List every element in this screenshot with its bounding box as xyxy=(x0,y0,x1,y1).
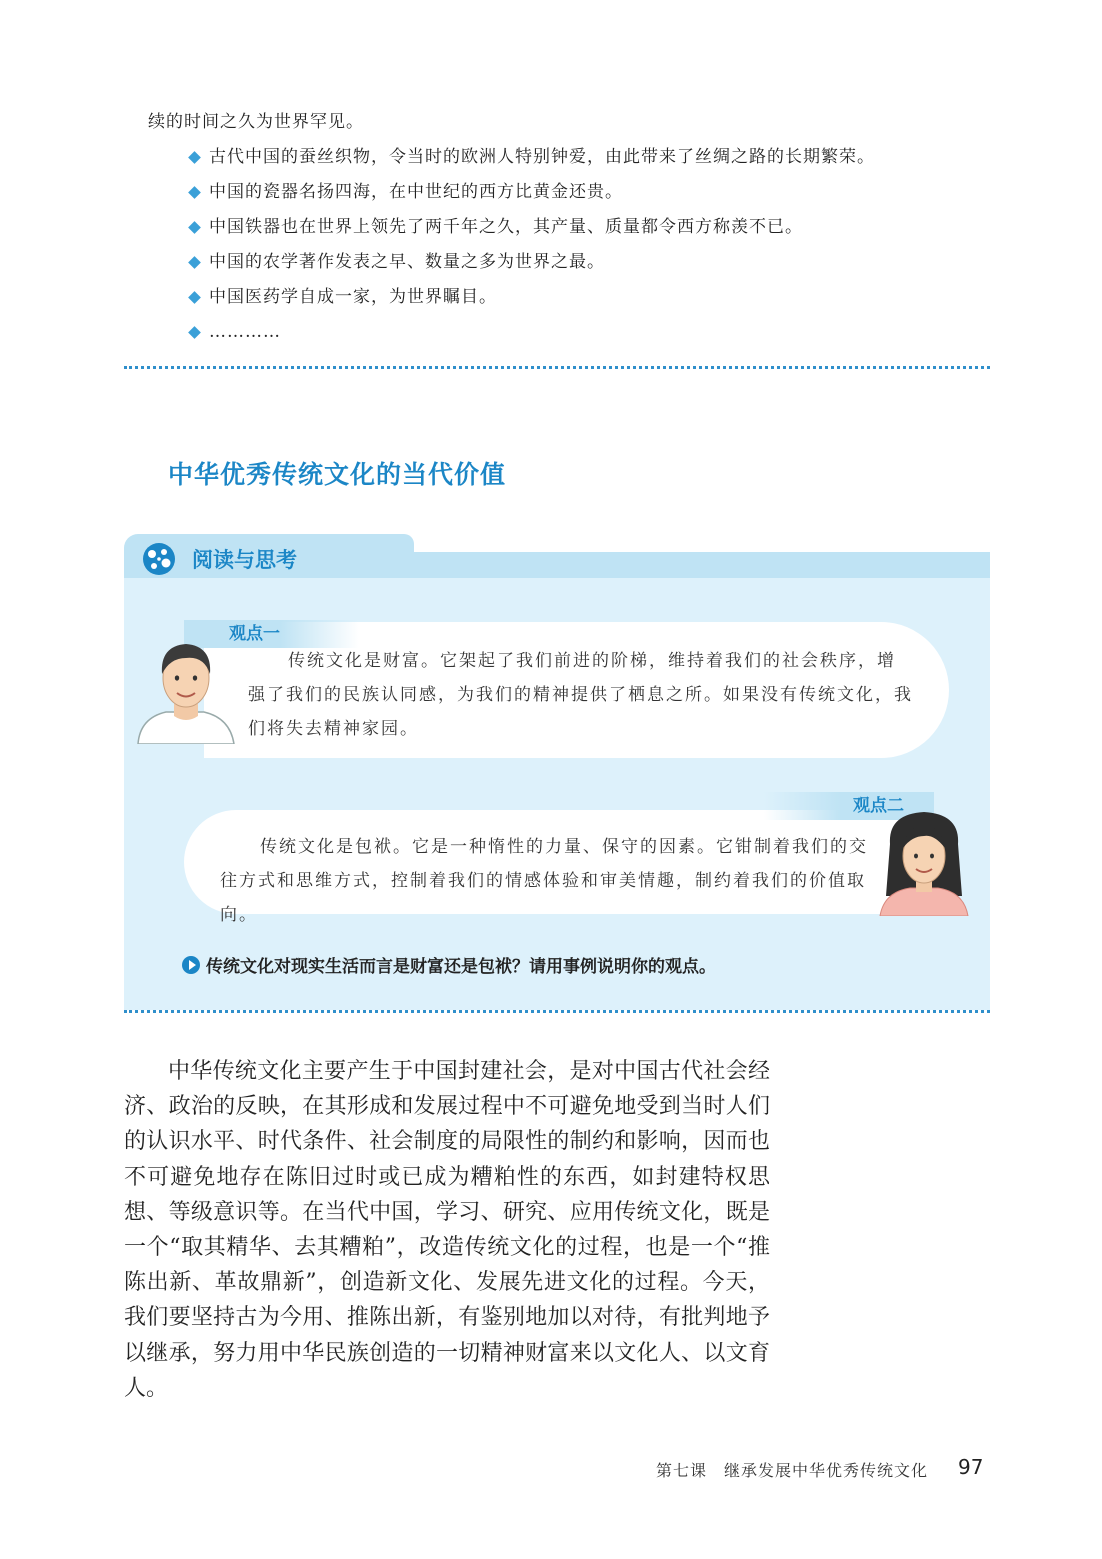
page-number: 97 xyxy=(958,1455,984,1479)
list-item xyxy=(188,320,988,355)
list-item xyxy=(188,285,988,320)
list-item-text: 中国的农学著作发表之早、数量之多为世界之最。 xyxy=(209,252,605,272)
list-item-text: 中国的瓷器名扬四海，在中世纪的西方比黄金还贵。 xyxy=(209,182,623,202)
arrow-right-icon xyxy=(182,956,200,974)
diamond-bullet-icon xyxy=(188,186,201,199)
list-item xyxy=(188,215,988,250)
main-paragraph: 中华传统文化主要产生于中国封建社会，是对中国古代社会经济、政治的反映，在其形成和发展过程中不可避免地受到当时人们的认识水平、时代条件、社会制度的局限性的制约和影响，因而也不可避免地存在陈旧过时或已成为糟粕性的东西，如封建特权思想、等级意识等。在当代中国，学习、研究、应用传统文化，既是一个“取其精华、去其糟粕”，改造传统文化的过程，也是一个“推陈出新、革故鼎新”，创造新文化、发展先进文化的过程。今天，我们要坚持古为今用、推陈出新，有鉴别地加以对待，有批判地予以继承，努力用中华民族创造的一切精神财富来以文化人、以文育人。 xyxy=(124,1059,770,1401)
box-title: 阅读与思考 xyxy=(192,548,297,572)
diamond-bullet-icon xyxy=(188,221,201,234)
discussion-question xyxy=(182,952,716,977)
boy-avatar-icon xyxy=(130,626,240,744)
girl-avatar-icon xyxy=(876,804,972,916)
list-item-text: ………… xyxy=(209,322,281,342)
reading-think-icon xyxy=(142,542,176,576)
diamond-bullet-icon xyxy=(188,151,201,164)
diamond-bullet-icon xyxy=(188,326,201,339)
section-title: 中华优秀传统文化的当代价值 xyxy=(168,460,507,489)
list-item xyxy=(188,180,988,215)
dotted-divider xyxy=(124,1010,990,1013)
viewpoint2-text: 传统文化是包袱。它是一种惰性的力量、保守的因素。它钳制着我们的交往方式和思维方式，控制着我们的情感体验和审美情趣，制约着我们的价值取向。 xyxy=(220,837,868,925)
dotted-divider xyxy=(124,366,990,369)
list-item-text: 中国医药学自成一家，为世界瞩目。 xyxy=(209,287,497,307)
fact-list xyxy=(188,145,988,355)
viewpoint2-label: 观点二 xyxy=(764,792,934,820)
footer-chapter: 第七课 继承发展中华优秀传统文化 xyxy=(656,1461,929,1480)
list-item xyxy=(188,250,988,285)
diamond-bullet-icon xyxy=(188,256,201,269)
viewpoint1-label: 观点一 xyxy=(184,620,359,648)
intro-line: 续的时间之久为世界罕见。 xyxy=(148,112,364,132)
question-text: 传统文化对现实生活而言是财富还是包袱？请用事例说明你的观点。 xyxy=(206,957,716,977)
diamond-bullet-icon xyxy=(188,291,201,304)
reading-box xyxy=(124,534,990,1010)
box-tab-slope xyxy=(394,534,424,578)
list-item xyxy=(188,145,988,180)
list-item-text: 古代中国的蚕丝织物，令当时的欧洲人特别钟爱，由此带来了丝绸之路的长期繁荣。 xyxy=(209,147,875,167)
list-item-text: 中国铁器也在世界上领先了两千年之久，其产量、质量都令西方称羡不已。 xyxy=(209,217,803,237)
viewpoint1-text: 传统文化是财富。它架起了我们前进的阶梯，维持着我们的社会秩序，增强了我们的民族认同感，为我们的精神提供了栖息之所。如果没有传统文化，我们将失去精神家园。 xyxy=(248,651,913,739)
